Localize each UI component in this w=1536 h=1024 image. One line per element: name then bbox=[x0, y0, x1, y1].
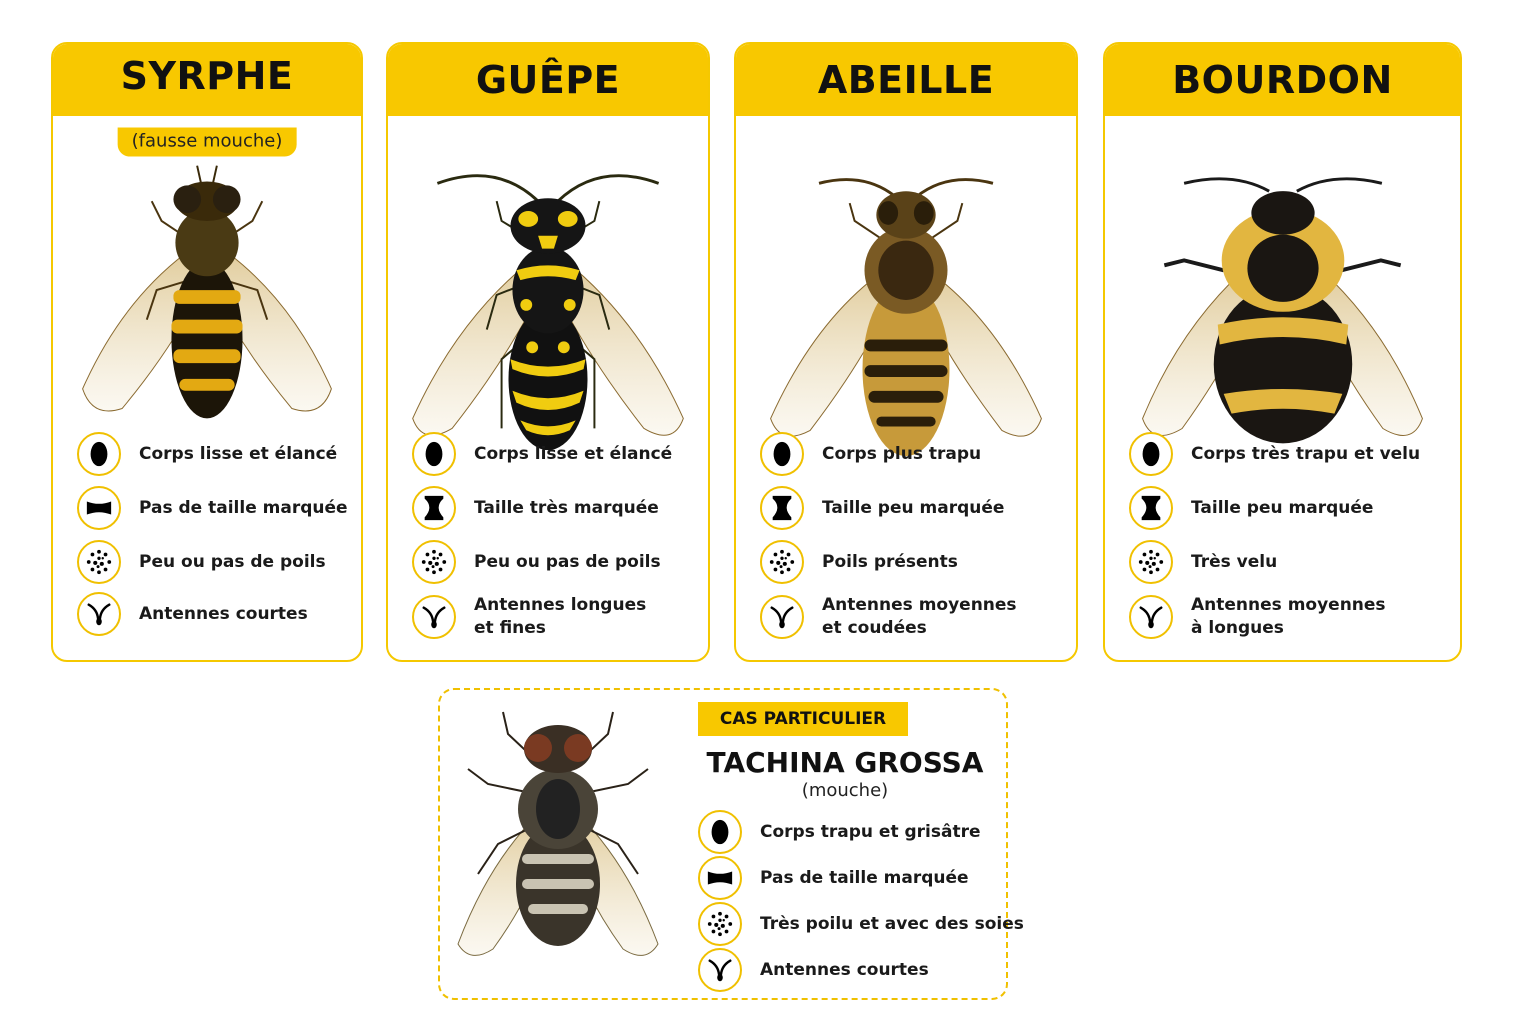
species-subtitle: (mouche) bbox=[801, 780, 889, 801]
trait-label: Antennes moyennes et coudées bbox=[822, 595, 1017, 638]
card-header bbox=[388, 44, 708, 116]
trait-antennae bbox=[1129, 594, 1386, 640]
antenna-icon bbox=[1129, 595, 1173, 639]
trait-label: Corps plus trapu bbox=[822, 443, 982, 464]
trait-hair bbox=[412, 540, 661, 584]
card-subtitle: (fausse mouche) bbox=[118, 128, 297, 157]
trait-label: Antennes courtes bbox=[139, 603, 308, 624]
trait-body bbox=[77, 432, 337, 476]
trait-waist bbox=[1129, 486, 1373, 530]
trait-label: Corps lisse et élancé bbox=[474, 443, 673, 464]
trait-label: Taille très marquée bbox=[474, 497, 659, 518]
oval-body-icon bbox=[698, 810, 742, 854]
hair-dots-icon bbox=[412, 540, 456, 584]
oval-body-icon bbox=[760, 432, 804, 476]
card-abeille bbox=[734, 42, 1078, 662]
narrow-waist-icon bbox=[760, 486, 804, 530]
trait-hair bbox=[1129, 540, 1277, 584]
card-header bbox=[1105, 44, 1460, 116]
trait-waist bbox=[760, 486, 1004, 530]
trait-antennae bbox=[698, 948, 929, 992]
trait-body bbox=[412, 432, 672, 476]
card-header bbox=[736, 44, 1076, 116]
antenna-icon bbox=[77, 592, 121, 636]
trait-label: Antennes longues et fines bbox=[474, 595, 647, 638]
trait-hair bbox=[698, 902, 1024, 946]
antenna-icon bbox=[760, 595, 804, 639]
trait-label: Très poilu et avec des soies bbox=[760, 913, 1024, 934]
honeybee-illustration bbox=[736, 130, 1076, 460]
trait-antennae bbox=[412, 594, 646, 640]
trait-label: Corps très trapu et velu bbox=[1191, 443, 1421, 464]
trait-antennae bbox=[77, 592, 308, 636]
trait-body bbox=[760, 432, 981, 476]
oval-body-icon bbox=[77, 432, 121, 476]
card-bourdon bbox=[1103, 42, 1462, 662]
antenna-icon bbox=[412, 595, 456, 639]
card-header bbox=[53, 44, 361, 116]
trait-waist bbox=[698, 856, 969, 900]
card-title: GUÊPE bbox=[475, 58, 621, 102]
tachina-fly-illustration bbox=[448, 704, 668, 974]
bumblebee-illustration bbox=[1105, 130, 1460, 460]
trait-label: Pas de taille marquée bbox=[760, 867, 969, 888]
trait-label: Antennes moyennes à longues bbox=[1191, 595, 1386, 638]
narrow-waist-icon bbox=[1129, 486, 1173, 530]
antenna-icon bbox=[698, 948, 742, 992]
hair-dots-icon bbox=[1129, 540, 1173, 584]
trait-hair bbox=[760, 540, 958, 584]
card-syrphe bbox=[51, 42, 363, 662]
trait-label: Corps trapu et grisâtre bbox=[760, 821, 981, 842]
oval-body-icon bbox=[412, 432, 456, 476]
trait-label: Taille peu marquée bbox=[822, 497, 1005, 518]
hoverfly-illustration bbox=[53, 130, 361, 460]
wasp-illustration bbox=[388, 130, 708, 460]
card-title: BOURDON bbox=[1172, 58, 1393, 102]
no-waist-icon bbox=[77, 486, 121, 530]
special-case-badge: CAS PARTICULIER bbox=[698, 702, 908, 736]
no-waist-icon bbox=[698, 856, 742, 900]
trait-label: Pas de taille marquée bbox=[139, 497, 348, 518]
trait-body bbox=[1129, 432, 1420, 476]
trait-waist bbox=[412, 486, 659, 530]
oval-body-icon bbox=[1129, 432, 1173, 476]
trait-hair bbox=[77, 540, 326, 584]
trait-label: Corps lisse et élancé bbox=[139, 443, 338, 464]
card-title: ABEILLE bbox=[817, 58, 995, 102]
card-guepe bbox=[386, 42, 710, 662]
trait-label: Taille peu marquée bbox=[1191, 497, 1374, 518]
trait-label: Très velu bbox=[1191, 551, 1278, 572]
trait-label: Poils présents bbox=[822, 551, 958, 572]
card-title: SYRPHE bbox=[120, 54, 294, 98]
special-case-box bbox=[438, 688, 1024, 1000]
trait-label: Antennes courtes bbox=[760, 959, 929, 980]
trait-label: Peu ou pas de poils bbox=[139, 551, 326, 572]
narrow-waist-icon bbox=[412, 486, 456, 530]
trait-label: Peu ou pas de poils bbox=[474, 551, 661, 572]
trait-body bbox=[698, 810, 981, 854]
species-title: TACHINA GROSSA bbox=[706, 746, 984, 779]
trait-antennae bbox=[760, 594, 1017, 640]
hair-dots-icon bbox=[698, 902, 742, 946]
hair-dots-icon bbox=[760, 540, 804, 584]
hair-dots-icon bbox=[77, 540, 121, 584]
trait-waist bbox=[77, 486, 348, 530]
